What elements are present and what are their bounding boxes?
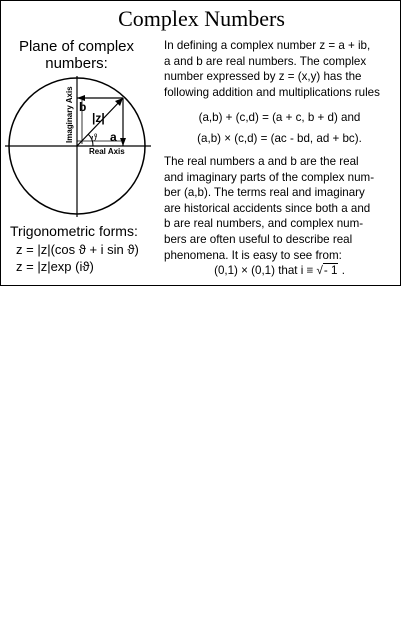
real-axis-label: Real Axis (89, 147, 125, 156)
multiplication-rule: (a,b) × (c,d) = (ac - bd, ad + bc). (197, 132, 362, 145)
text-line: The real numbers a and b are the real (164, 155, 359, 168)
imaginary-unit-line (164, 264, 395, 277)
plane-heading: Plane of complex numbers: (18, 38, 135, 72)
a-label: a (110, 130, 117, 144)
imaginary-axis-label: Imaginary Axis (65, 86, 74, 143)
imaginary-unit-suffix: . (341, 264, 345, 277)
text-line: b are real numbers, and complex num- (164, 217, 364, 231)
text-line: In defining a complex number z = a + ib, (164, 39, 371, 52)
trig-heading: Trigonometric forms: (10, 223, 138, 239)
text-line: and imaginary parts of the complex num- (164, 170, 375, 184)
text-line: ber (a,b). The terms real and imaginary (164, 186, 365, 200)
sqrt-symbol: √ (316, 264, 323, 277)
addition-rule: (a,b) + (c,d) = (a + c, b + d) and (198, 111, 361, 124)
trig-form-1: z = |z|(cos ϑ + i sin ϑ) (16, 242, 139, 257)
text-line: a and b are real numbers. The complex (164, 54, 367, 68)
modulus-label: |z| (92, 111, 105, 125)
text-line: following addition and multiplications rules (164, 85, 380, 99)
text-line: are historical accidents since both a and (164, 201, 371, 215)
angle-label: ϑ (91, 132, 97, 144)
complex-numbers-card (0, 0, 401, 286)
a-arrowhead (120, 138, 126, 146)
complex-plane-diagram (1, 71, 161, 221)
text-line: bers are often useful to describe real (164, 232, 353, 246)
text-line: number expressed by z = (x,y) has the (164, 70, 362, 84)
page-title: Complex Numbers (118, 6, 285, 31)
b-label: b (79, 100, 87, 114)
sqrt-radicand: - 1 (323, 264, 338, 277)
paragraph-definition (164, 38, 395, 100)
trig-form-2: z = |z|exp (iϑ) (16, 259, 94, 274)
imaginary-unit-prefix: (0,1) × (0,1) that i ≡ (214, 264, 314, 277)
text-line: phenomena. It is easy to see from: (164, 248, 342, 262)
paragraph-real-imaginary (164, 154, 395, 263)
